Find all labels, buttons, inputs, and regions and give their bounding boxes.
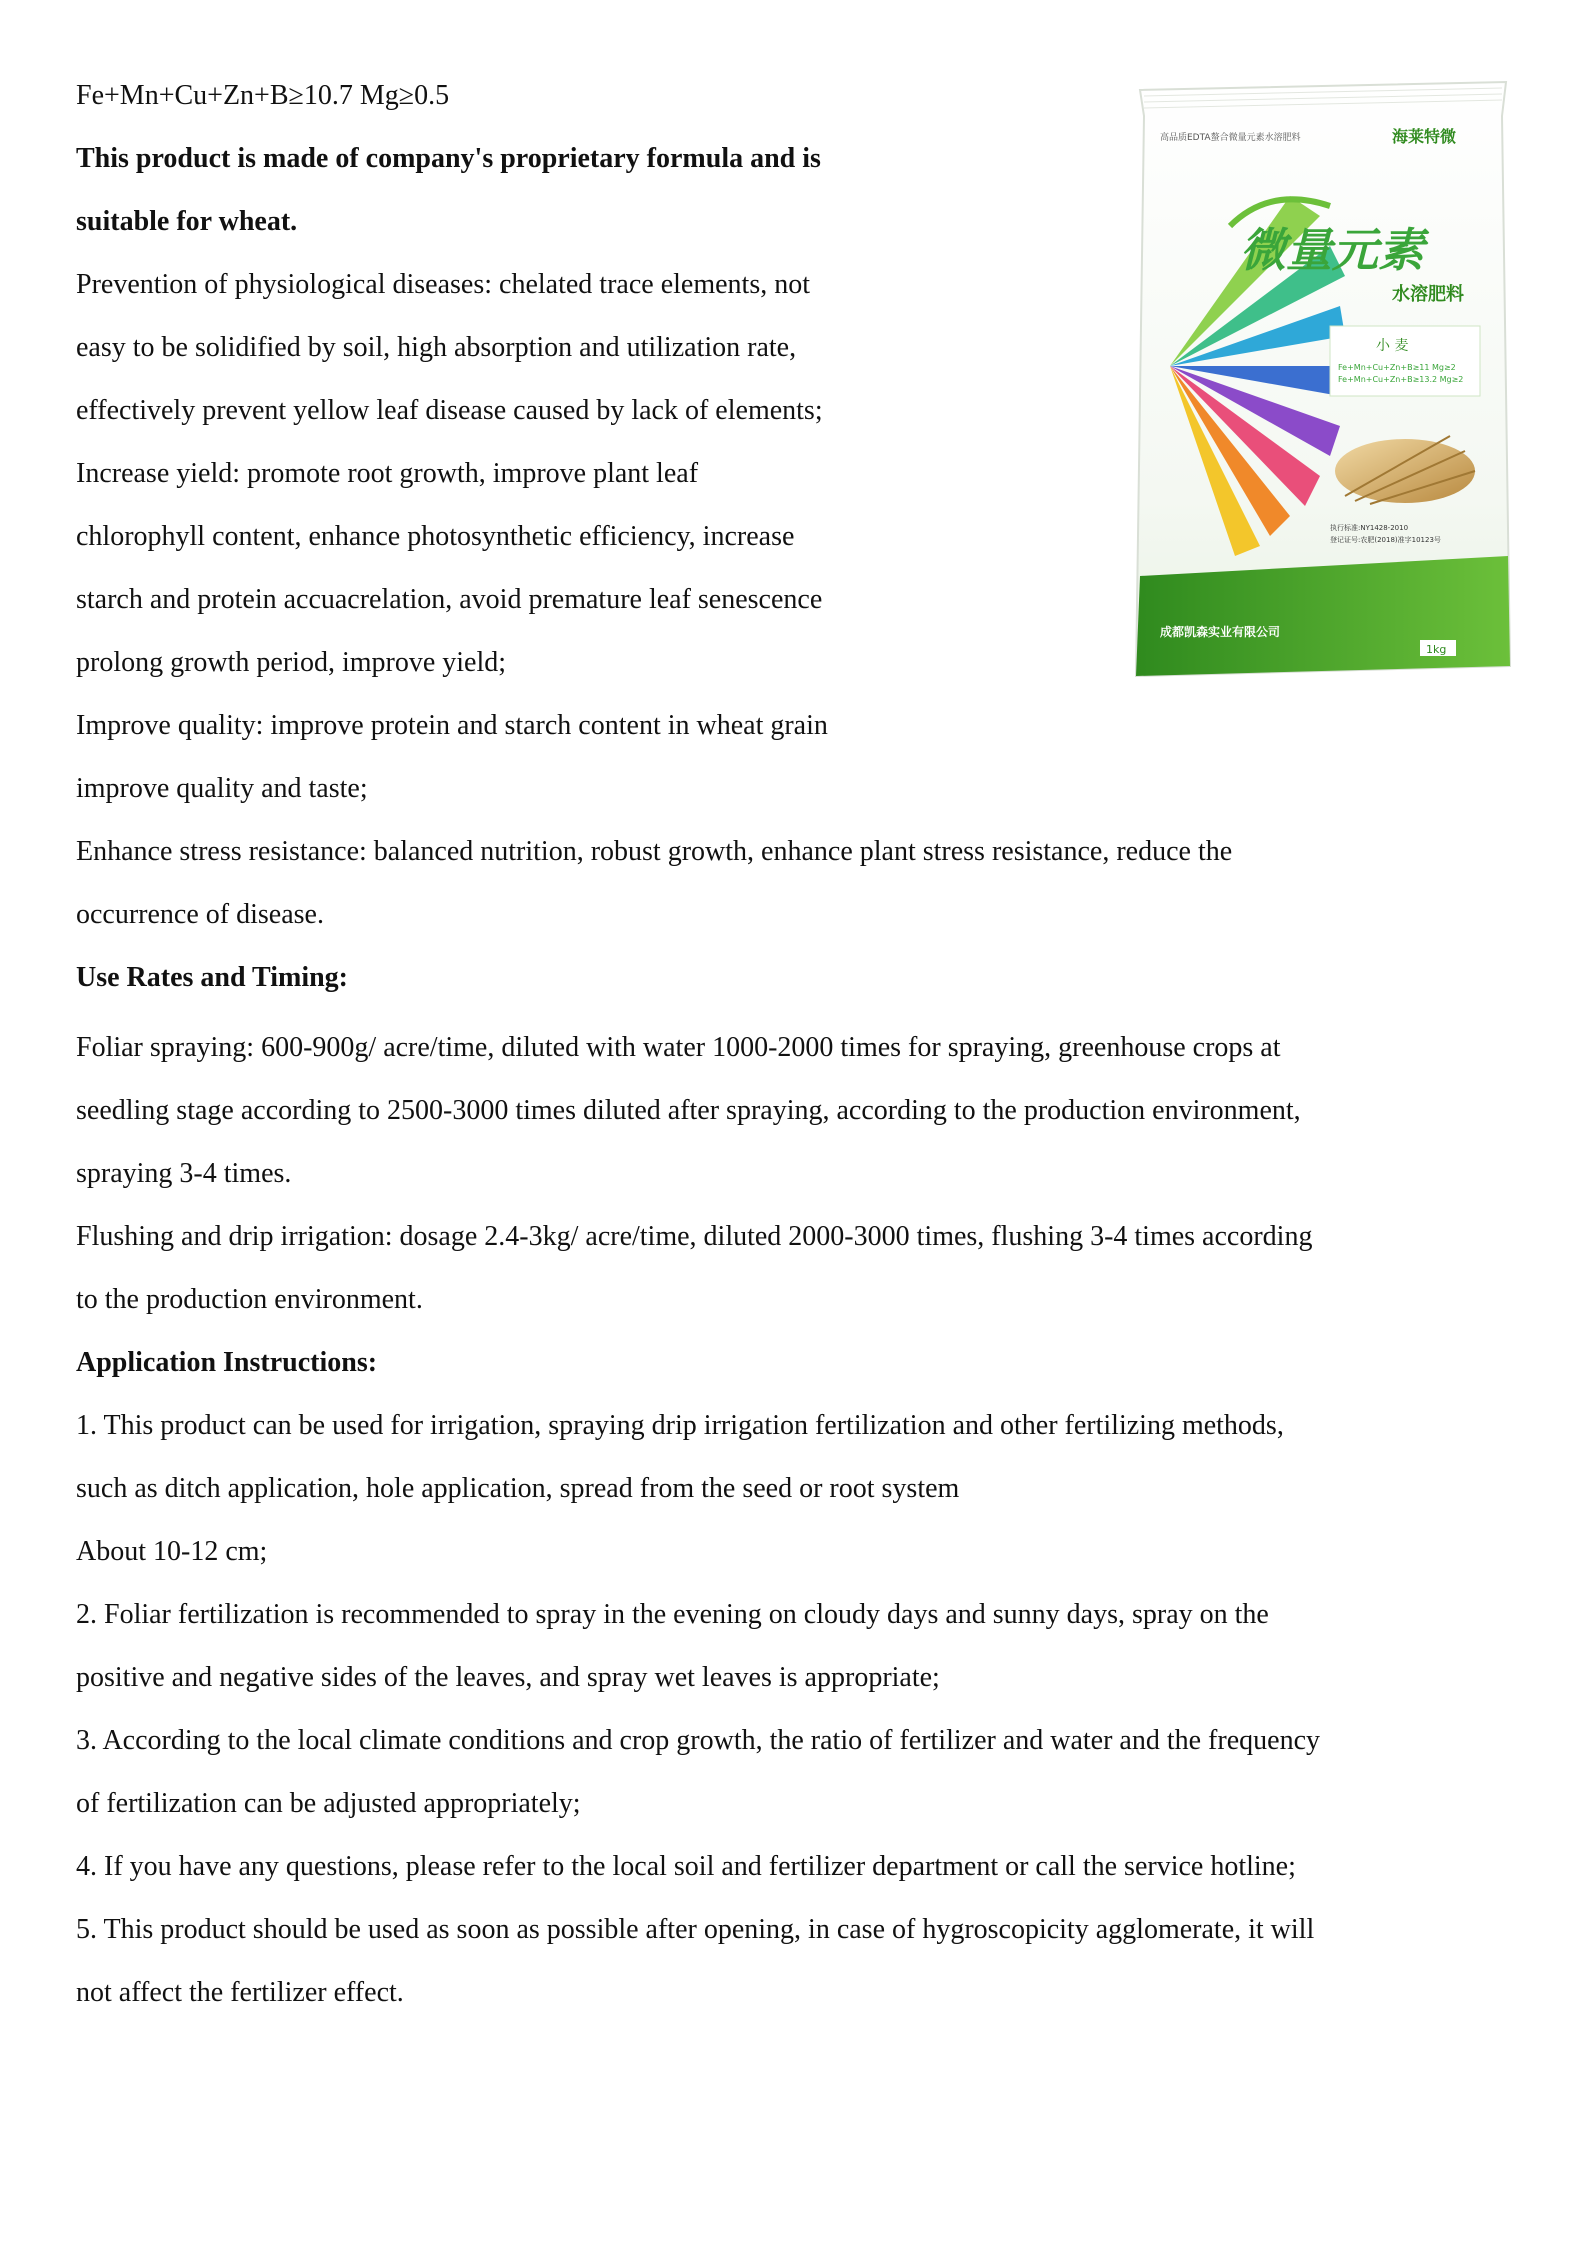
use-rates-line: spraying 3-4 times.: [76, 1158, 292, 1189]
use-rates-line: seedling stage according to 2500-3000 times diluted after spraying, according to the production environment,: [76, 1095, 1301, 1126]
body-line: occurrence of disease.: [76, 899, 324, 930]
intro-line-2: suitable for wheat.: [76, 206, 298, 237]
body-line: starch and protein accuacrelation, avoid premature leaf senescence: [76, 584, 823, 615]
body-line: Prevention of physiological diseases: chelated trace elements, not: [76, 269, 810, 300]
brand-name: 海莱特微: [1392, 127, 1457, 146]
svg-text:Fe+Mn+Cu+Zn+B≥11 Mg≥2: Fe+Mn+Cu+Zn+B≥11 Mg≥2: [1338, 363, 1456, 372]
svg-text:高品质EDTA螯合微量元素水溶肥料: 高品质EDTA螯合微量元素水溶肥料: [1160, 133, 1301, 143]
svg-text:Fe+Mn+Cu+Zn+B≥13.2 Mg≥2: Fe+Mn+Cu+Zn+B≥13.2 Mg≥2: [1338, 375, 1464, 384]
spec-line: Fe+Mn+Cu+Zn+B≥10.7 Mg≥0.5: [76, 80, 450, 111]
body-line: chlorophyll content, enhance photosynthetic efficiency, increase: [76, 521, 795, 552]
body-line: Enhance stress resistance: balanced nutrition, robust growth, enhance plant stress resistance, reduce the: [76, 836, 1233, 867]
instruction-line: 2. Foliar fertilization is recommended to spray in the evening on cloudy days and sunny days, spray on the: [76, 1599, 1269, 1630]
body-line: effectively prevent yellow leaf disease caused by lack of elements;: [76, 395, 823, 426]
instructions-heading: Application Instructions:: [76, 1347, 378, 1378]
company-name: 成都凯森实业有限公司: [1160, 625, 1281, 639]
body-line: prolong growth period, improve yield;: [76, 647, 507, 678]
body-line: easy to be solidified by soil, high absorption and utilization rate,: [76, 332, 797, 363]
instruction-line: such as ditch application, hole application, spread from the seed or root system: [76, 1473, 960, 1504]
product-bag-image: [1130, 76, 1516, 684]
intro-line-1: This product is made of company's proprietary formula and is: [76, 143, 821, 174]
instruction-line: 3. According to the local climate conditions and crop growth, the ratio of fertilizer and water and the frequency: [76, 1725, 1320, 1756]
product-title: 微量元素: [1240, 223, 1424, 277]
svg-text:登记证号:农肥(2018)准字10123号: 登记证号:农肥(2018)准字10123号: [1330, 536, 1441, 544]
use-rates-line: Foliar spraying: 600-900g/ acre/time, diluted with water 1000-2000 times for spraying, greenhouse crops at: [76, 1032, 1281, 1063]
weight-label: 1kg: [1426, 643, 1447, 656]
instruction-line: not affect the fertilizer effect.: [76, 1977, 404, 2008]
instruction-line: About 10-12 cm;: [76, 1536, 268, 1567]
body-line: Increase yield: promote root growth, improve plant leaf: [76, 458, 699, 489]
use-rates-line: Flushing and drip irrigation: dosage 2.4-3kg/ acre/time, diluted 2000-3000 times, flushing 3-4 times according: [76, 1221, 1313, 1252]
instruction-line: 4. If you have any questions, please refer to the local soil and fertilizer department or call the service hotline;: [76, 1851, 1296, 1882]
use-rates-heading: Use Rates and Timing:: [76, 962, 349, 993]
svg-text:执行标准:NY1428-2010: 执行标准:NY1428-2010: [1330, 524, 1409, 532]
crop-label: 小 麦: [1376, 338, 1409, 354]
body-line: Improve quality: improve protein and starch content in wheat grain: [76, 710, 828, 741]
instruction-line: 1. This product can be used for irrigation, spraying drip irrigation fertilization and other fertilizing methods,: [76, 1410, 1284, 1441]
instruction-line: of fertilization can be adjusted appropriately;: [76, 1788, 581, 1819]
use-rates-line: to the production environment.: [76, 1284, 423, 1315]
product-subtitle: 水溶肥料: [1392, 284, 1464, 305]
body-line: improve quality and taste;: [76, 773, 368, 804]
instruction-line: positive and negative sides of the leaves, and spray wet leaves is appropriate;: [76, 1662, 940, 1693]
instruction-line: 5. This product should be used as soon as possible after opening, in case of hygroscopicity agglomerate, it will: [76, 1914, 1315, 1945]
